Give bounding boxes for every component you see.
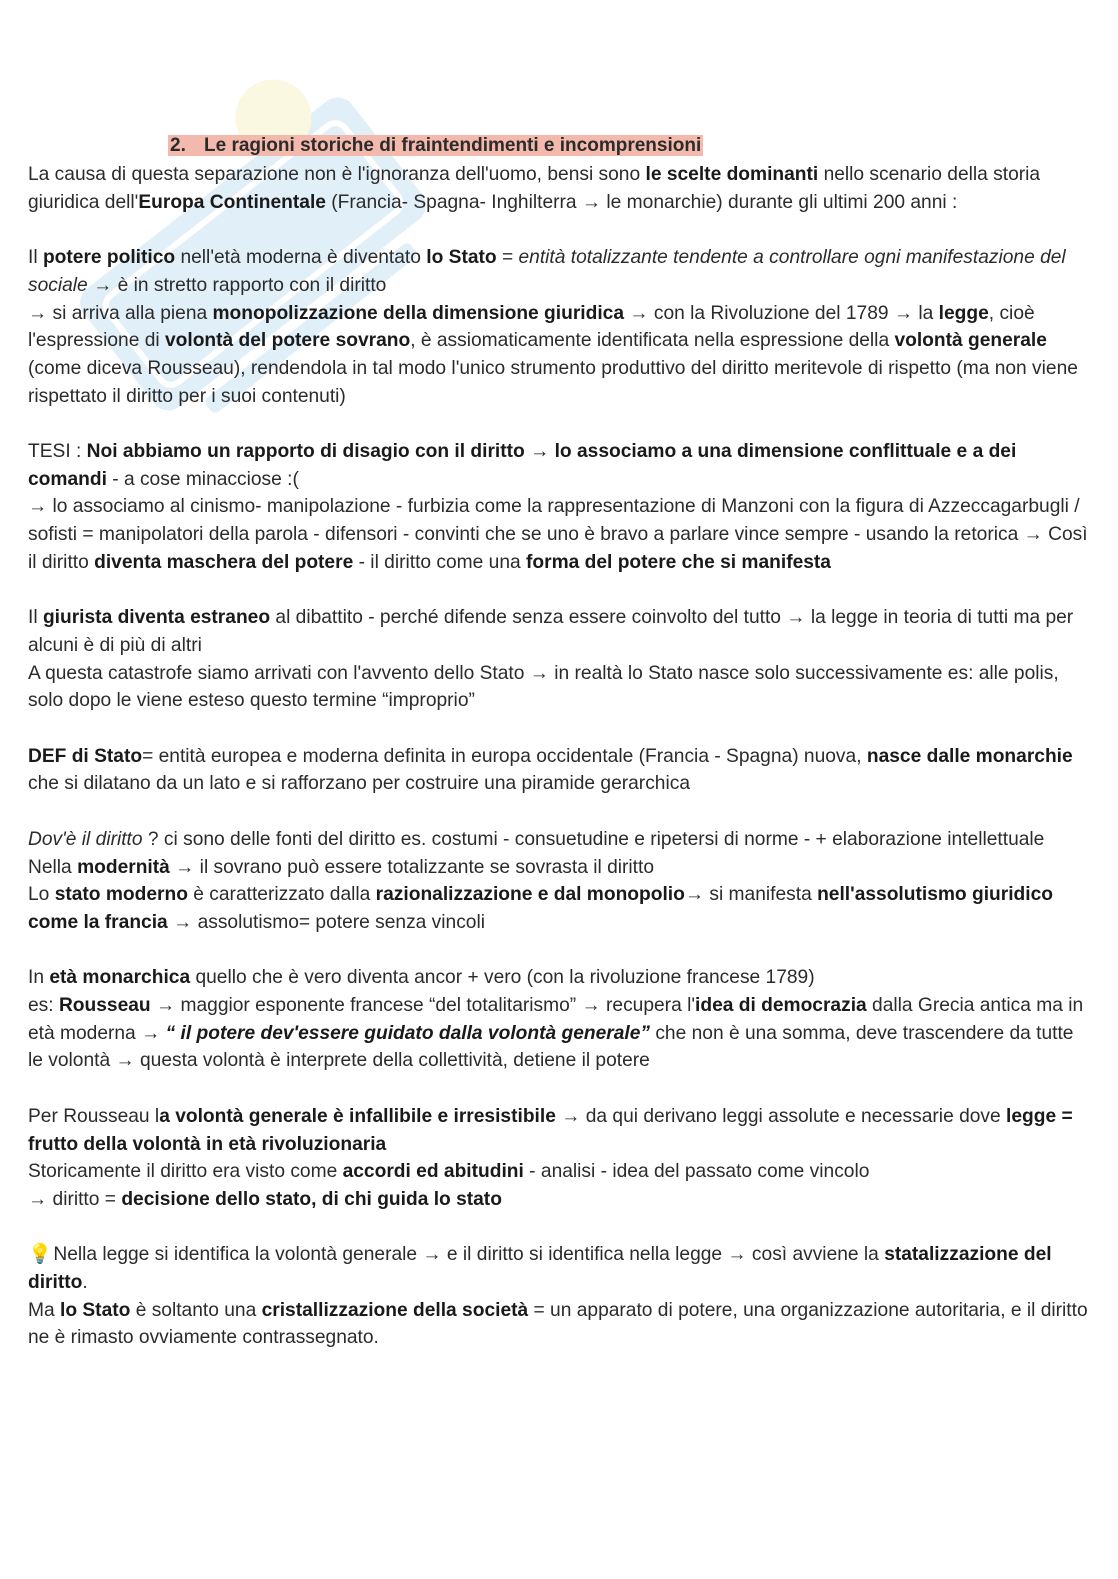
bold-text: nasce dalle monarchie	[866, 745, 1073, 767]
text-run: quello che è vero diventa ancor + vero (con la rivoluzione francese 1789)	[190, 967, 815, 989]
text-run: è soltanto una	[130, 1299, 262, 1321]
text-run: La causa di questa separazione non è l'ignoranza dell'uomo, bensi sono	[28, 164, 646, 185]
text-run: dalla Grecia antica ma in età moderna →	[28, 995, 1084, 1044]
paragraph-spacer	[28, 1214, 1090, 1242]
text-run: = entità europea e moderna definita in europa occidentale (Francia - Spagna) nuova,	[142, 745, 867, 767]
bold-text: giurista diventa estraneo	[42, 607, 271, 629]
bold-text: Rousseau	[58, 995, 151, 1016]
paragraph-11	[28, 881, 1090, 936]
bold-text: diventa maschera del potere	[94, 551, 354, 573]
bold-text: le scelte dominanti	[645, 164, 819, 185]
bold-text: Noi abbiamo un rapporto di disagio con il diritto → lo associamo a una dimensione conflittuale e a dei comandi	[28, 441, 1017, 490]
text-run: ? ci sono delle fonti del diritto es. costumi - consuetudine e ripetersi di norme - + elaborazione intellettuale	[142, 828, 1045, 850]
paragraph-18	[28, 1297, 1090, 1352]
text-run: → maggior esponente francese “del totalitarismo” → recupera l'	[150, 995, 696, 1016]
bold-text: nell'assolutismo giuridico come la francia	[28, 884, 1053, 933]
bold-text: statalizzazione del diritto	[28, 1244, 1052, 1293]
text-run: → diritto =	[28, 1188, 122, 1210]
paragraph-12	[28, 964, 1090, 992]
text-run: → si arriva alla piena	[28, 302, 213, 324]
text-run: Ma	[28, 1299, 60, 1321]
text-run: Nella legge si identifica la volontà generale → e il diritto si identifica nella legge → così avviene la	[48, 1244, 885, 1266]
paragraph-16	[28, 1186, 1090, 1214]
text-run: che non è una somma, deve trascendere da tutte le volontà → questa volontà è interprete della collettività, detiene il potere	[28, 1022, 1074, 1072]
text-run: , cioè l'espressione di	[28, 302, 1035, 352]
text-run: (Francia- Spagna- Inghilterra → le monarchie) durante gli ultimi 200 anni :	[325, 191, 958, 213]
bold-text: forma del potere che si manifesta	[526, 551, 831, 573]
paragraph-4	[28, 438, 1090, 493]
bold-text: accordi ed abitudini	[342, 1161, 524, 1183]
paragraph-2	[28, 244, 1090, 299]
paragraph-14	[28, 1103, 1090, 1158]
bold-italic-quote: “ il potere dev'essere guidato dalla volontà generale”	[165, 1022, 650, 1044]
paragraph-1	[28, 161, 1090, 216]
lightbulb-icon: 💡	[28, 1244, 52, 1266]
paragraph-3	[28, 300, 1090, 411]
text-run: → il sovrano può essere totalizzante se sovrasta il diritto	[169, 856, 655, 878]
paragraph-spacer	[28, 1075, 1090, 1103]
text-run: Il	[28, 247, 43, 269]
paragraph-15	[28, 1158, 1090, 1186]
paragraph-spacer	[28, 798, 1090, 826]
text-run: Storicamente il diritto era visto come	[28, 1161, 343, 1183]
bold-text: legge	[938, 302, 989, 324]
section-heading	[168, 131, 1090, 161]
text-run: nello scenario della storia giuridica dell'	[28, 164, 1041, 213]
text-run: In	[28, 967, 50, 989]
text-run: A questa catastrofe siamo arrivati con l'avvento dello Stato → in realtà lo Stato nasce solo successivamente es: alle polis, solo dopo le viene esteso questo termine “improprio”	[28, 662, 1059, 712]
bold-text: decisione dello stato, di chi guida lo stato	[121, 1188, 502, 1210]
bold-text: età monarchica	[49, 967, 191, 989]
italic-text: Dov'è il diritto	[28, 828, 143, 850]
bold-text: Europa Continentale	[138, 191, 326, 213]
paragraph-10	[28, 854, 1090, 882]
text-run: .	[82, 1272, 88, 1293]
text-run: → con la Rivoluzione del 1789 → la	[624, 302, 939, 324]
heading-title: Le ragioni storiche di fraintendimenti e incomprensioni	[204, 135, 702, 156]
heading-highlight	[168, 135, 703, 156]
text-run: → da qui derivano leggi assolute e necessarie dove	[555, 1105, 1007, 1127]
paragraph-spacer	[28, 937, 1090, 965]
text-run: - il diritto come una	[353, 551, 527, 573]
paragraph-13	[28, 992, 1090, 1075]
bold-text: modernità	[77, 856, 170, 878]
paragraph-5	[28, 493, 1090, 576]
text-run: , è assiomaticamente identificata nella espressione della	[410, 330, 895, 352]
text-run: (come diceva Rousseau), rendendola in tal modo l'unico strumento produttivo del diritto meritevole di rispetto (ma non viene rispettato il diritto per i suoi contenuti)	[28, 357, 1078, 407]
bold-text: volontà del potere sovrano	[164, 330, 411, 352]
paragraph-spacer	[28, 410, 1090, 438]
bold-text: DEF di Stato	[28, 745, 143, 767]
text-run: TESI :	[28, 441, 87, 462]
text-run: che si dilatano da un lato e si rafforzano per costruire una piramide gerarchica	[28, 773, 690, 795]
paragraph-spacer	[28, 715, 1090, 743]
bold-text: monopolizzazione della dimensione giuridica	[212, 302, 625, 324]
bold-text: cristallizzazione della società	[261, 1299, 529, 1321]
bold-text: lo Stato	[60, 1299, 131, 1321]
text-run: → assolutismo= potere senza vincoli	[167, 911, 485, 933]
bold-text: a volontà generale è infallibile e irresistibile	[159, 1105, 556, 1127]
text-run: = un apparato di potere, una organizzazione autoritaria, e il diritto ne è rimasto ovviamente contrassegnato.	[28, 1299, 1088, 1349]
paragraph-spacer	[28, 216, 1090, 244]
bold-text: razionalizzazione e dal monopolio	[375, 884, 685, 906]
text-run: =	[496, 247, 519, 269]
text-run: - analisi - idea del passato come vincolo	[523, 1161, 870, 1183]
bold-text: idea di democrazia	[695, 995, 867, 1016]
text-run: → lo associamo al cinismo- manipolazione - furbizia come la rappresentazione di Manzoni con la figura di Azzeccagarbugli / sofisti = manipolatori della parola - difensori - convinti che se uno è bravo a parlare vince sempre - usando la retorica → Così il diritto	[28, 496, 1088, 573]
bold-text: stato moderno	[54, 884, 188, 906]
bold-text: lo Stato	[426, 247, 497, 269]
paragraph-17	[28, 1241, 1090, 1296]
text-run: Lo	[28, 884, 55, 906]
document-page	[28, 131, 1090, 1352]
text-run: Il	[28, 607, 43, 629]
text-run: es:	[28, 995, 59, 1016]
paragraph-spacer	[28, 577, 1090, 605]
text-run: nell'età moderna è diventato	[175, 247, 427, 269]
text-run: → è in stretto rapporto con il diritto	[87, 274, 387, 296]
text-run: - a cose minacciose :(	[106, 468, 299, 490]
bold-text: legge = frutto della volontà in età rivoluzionaria	[28, 1105, 1073, 1155]
paragraph-8	[28, 743, 1090, 798]
bold-text: volontà generale	[894, 330, 1047, 352]
paragraph-7	[28, 660, 1090, 715]
heading-number: 2.	[170, 135, 186, 156]
text-run: Per Rousseau l	[28, 1105, 160, 1127]
paragraph-6	[28, 604, 1090, 659]
bold-text: potere politico	[42, 247, 176, 269]
italic-text: entità totalizzante tendente a controllare ogni manifestazione del sociale	[28, 247, 1066, 296]
text-run: → si manifesta	[684, 884, 818, 906]
text-run: Nella	[28, 856, 78, 878]
paragraph-9	[28, 826, 1090, 854]
text-run: è caratterizzato dalla	[187, 884, 376, 906]
text-run: al dibattito - perché difende senza essere coinvolto del tutto → la legge in teoria di tutti ma per alcuni è di più di altri	[28, 607, 1074, 656]
